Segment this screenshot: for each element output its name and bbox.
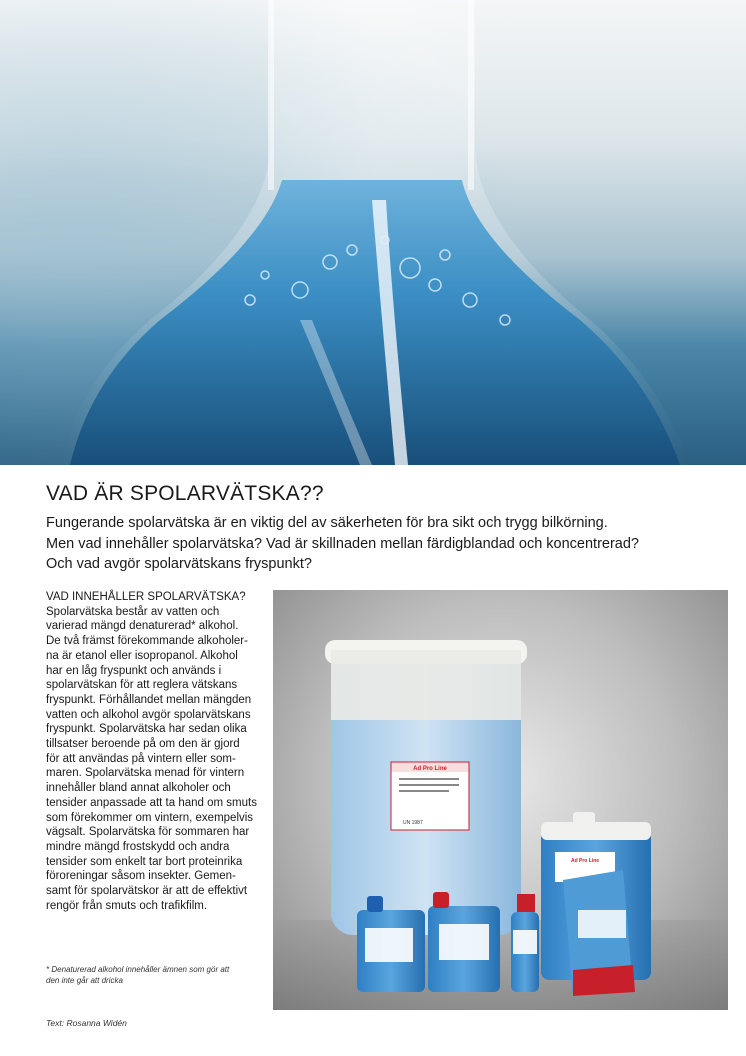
small-canister-red-cap (428, 892, 500, 992)
body-line: för att användas på vintern eller som- (46, 752, 236, 765)
body-line: fryspunkt. Förhållandet mellan mängden (46, 693, 252, 706)
body-column (46, 590, 268, 913)
hero-photo (0, 0, 746, 465)
drum-container (325, 640, 527, 935)
body-line: na är etanol eller isopropanol. Alkohol (46, 649, 238, 662)
author-credit: Text: Rosanna Widén (46, 1018, 127, 1028)
product-containers-illustration (273, 590, 728, 1010)
flask-illustration (0, 0, 746, 465)
article-title: VAD ÄR SPOLARVÄTSKA?? (46, 482, 324, 505)
body-line: som förekommer om vintern, exempelvis (46, 811, 254, 824)
body-line: Spolarvätska består av vatten och (46, 605, 220, 618)
footnote-line: * Denaturerad alkohol innehåller ämnen som gör att (46, 965, 230, 974)
lead-line: Fungerande spolarvätska är en viktig del av säkerheten för bra sikt och trygg bilkörning. (46, 515, 608, 531)
body-line: föroreningar såsom insekter. Gemen- (46, 870, 236, 883)
canister-label-brand: Ad Pro Line (570, 858, 600, 864)
drum-label-un: UN 1987 (403, 820, 423, 826)
body-line: maren. Spolarvätska menad för vintern (46, 767, 245, 780)
lead-line: Och vad avgör spolarvätskans fryspunkt? (46, 556, 312, 572)
body-line: mindre mängd frostskydd och andra (46, 840, 230, 853)
body-line: vatten och alkohol avgör spolarvätskans (46, 708, 251, 721)
footnote (46, 964, 268, 986)
body-line: tensider anpassade att ta hand om smuts (46, 796, 257, 809)
drum-label-brand: Ad Pro Line (413, 766, 447, 772)
body-line: De två främst förekommande alkoholer- (46, 635, 248, 648)
body-line: har en låg fryspunkt och används i (46, 664, 222, 677)
body-line: tillsatser beroende på om den är gjord (46, 738, 240, 751)
body-line: rengör från smuts och trafikfilm. (46, 899, 208, 912)
body-line: spolarvätskan för att reglera vätskans (46, 679, 238, 692)
lead-line: Men vad innehåller spolarvätska? Vad är skillnaden mellan färdigblandad och koncentrerad? (46, 535, 639, 552)
body-line: vägsalt. Spolarvätska för sommaren har (46, 826, 250, 839)
body-line: samt för spolarvätskor är att de effektivt (46, 885, 248, 898)
body-line: innehåller bland annat alkoholer och (46, 782, 231, 795)
body-line: varierad mängd denaturerad* alkohol. (46, 620, 239, 633)
footnote-line: den inte går att dricka (46, 976, 123, 985)
body-line: tensider som enkelt tar bort proteinrika (46, 855, 243, 868)
lead-paragraph (46, 513, 726, 575)
product-photo (273, 590, 728, 1010)
small-canister-blue-cap (357, 896, 425, 992)
body-line: fryspunkt. Spolarvätska har sedan olika (46, 723, 247, 736)
section-subheading: VAD INNEHÅLLER SPOLARVÄTSKA? (46, 591, 246, 603)
refill-pouch (563, 870, 635, 996)
